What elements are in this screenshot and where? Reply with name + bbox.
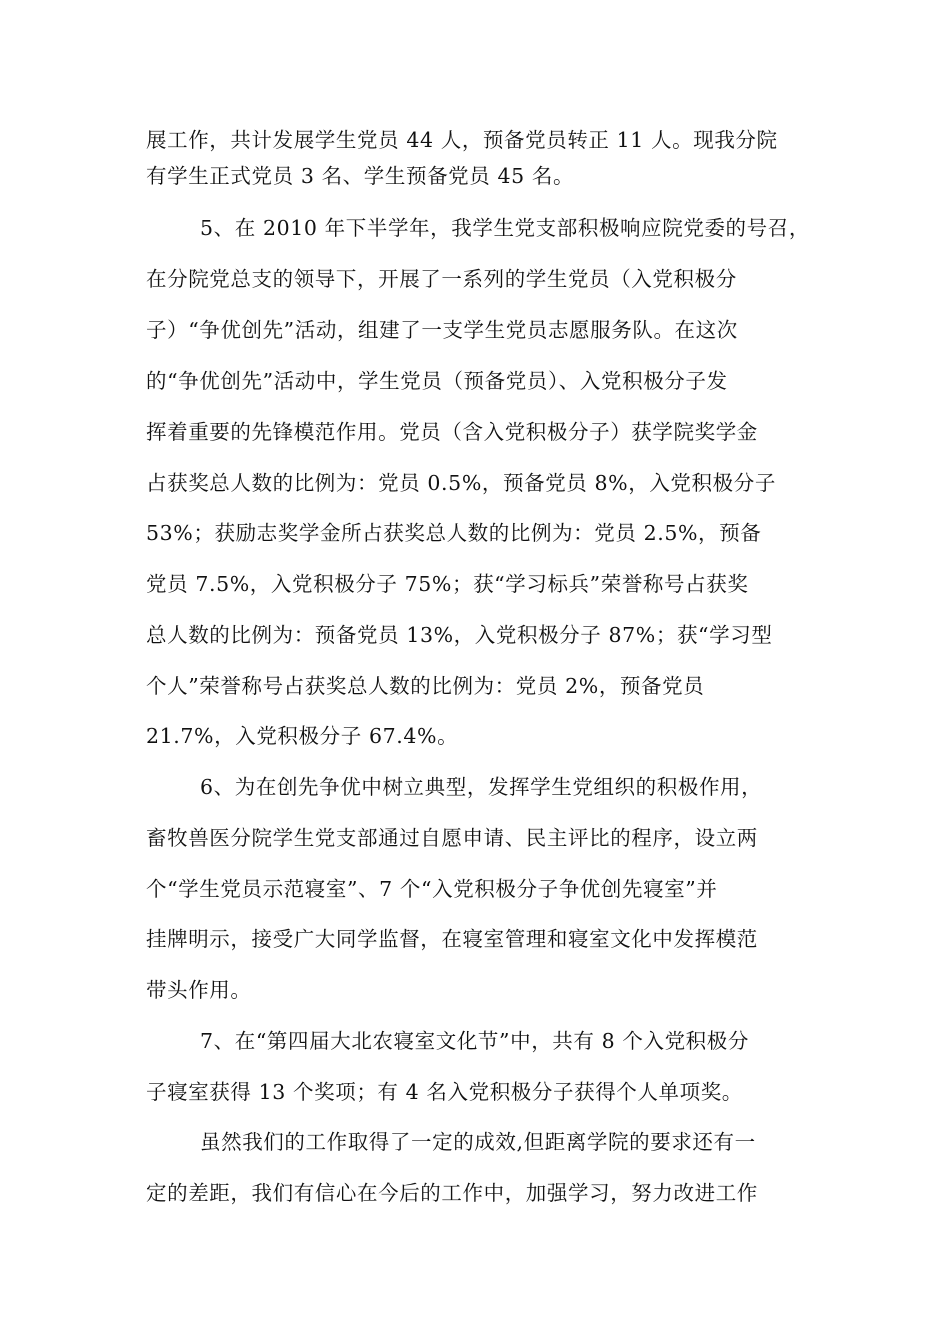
text-line: 个人”荣誉称号占获奖总人数的比例为：党员 2%，预备党员 xyxy=(146,674,705,698)
text-line: 挂牌明示，接受广大同学监督，在寝室管理和寝室文化中发挥模范 xyxy=(146,927,758,951)
text-line: 占获奖总人数的比例为：党员 0.5%，预备党员 8%，入党积极分子 xyxy=(146,471,776,495)
text-line: 虽然我们的工作取得了一定的成效,但距离学院的要求还有一 xyxy=(200,1130,756,1154)
text-line: 有学生正式党员 3 名、学生预备党员 45 名。 xyxy=(146,164,575,188)
text-line: 定的差距，我们有信心在今后的工作中，加强学习，努力改进工作 xyxy=(146,1181,758,1205)
text-line: 畜牧兽医分院学生党支部通过自愿申请、民主评比的程序，设立两 xyxy=(146,826,758,850)
text-line: 21.7%，入党积极分子 67.4%。 xyxy=(146,724,459,748)
text-line: 总人数的比例为：预备党员 13%，入党积极分子 87%；获“学习型 xyxy=(146,623,773,647)
text-line: 7、在“第四届大北农寝室文化节”中，共有 8 个入党积极分 xyxy=(200,1029,749,1053)
text-line: 挥着重要的先锋模范作用。党员（含入党积极分子）获学院奖学金 xyxy=(146,420,758,444)
text-line: 带头作用。 xyxy=(146,978,252,1002)
text-line: 展工作，共计发展学生党员 44 人，预备党员转正 11 人。现我分院 xyxy=(146,128,778,152)
text-line: 的“争优创先”活动中，学生党员（预备党员）、入党积极分子发 xyxy=(146,369,728,393)
text-line: 53%；获励志奖学金所占获奖总人数的比例为：党员 2.5%，预备 xyxy=(146,521,762,545)
text-line: 子寝室获得 13 个奖项；有 4 名入党积极分子获得个人单项奖。 xyxy=(146,1080,743,1104)
text-line: 子）“争优创先”活动，组建了一支学生党员志愿服务队。在这次 xyxy=(146,318,738,342)
text-line: 6、为在创先争优中树立典型，发挥学生党组织的积极作用， xyxy=(200,775,763,799)
text-line: 党员 7.5%，入党积极分子 75%；获“学习标兵”荣誉称号占获奖 xyxy=(146,572,749,596)
text-line: 个“学生党员示范寝室”、7 个“入党积极分子争优创先寝室”并 xyxy=(146,877,718,901)
text-line: 在分院党总支的领导下，开展了一系列的学生党员（入党积极分 xyxy=(146,267,737,291)
text-line: 5、在 2010 年下半学年，我学生党支部积极响应院党委的号召， xyxy=(200,216,810,240)
